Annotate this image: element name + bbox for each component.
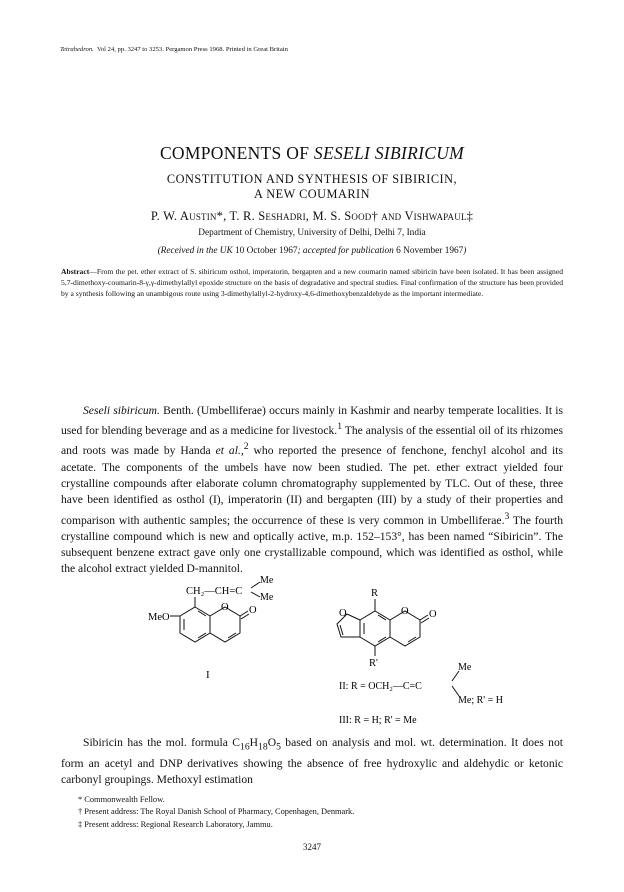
species-name: Seseli sibiricum. — [83, 404, 160, 417]
carbonyl-oxygen-i: O — [249, 605, 257, 616]
body-paragraph-2 — [61, 735, 563, 788]
title-species: SESELI SIBIRICUM — [313, 143, 465, 163]
author-seshadri: T. R. Seshadri, — [229, 209, 313, 223]
page-number: 3247 — [303, 842, 321, 852]
footnote-1: * Commonwealth Fellow. — [78, 795, 165, 804]
body-paragraph-1 — [61, 403, 563, 578]
citation-line: Vol 24, pp. 3247 to 3253. Pergamon Press 1968. Printed in Great Britain — [96, 46, 288, 53]
received-prefix: (Received in the UK — [157, 246, 236, 256]
footnote-3: ‡ Present address: Regional Research Laboratory, Jammu. — [78, 819, 273, 829]
me-lower: Me — [260, 592, 274, 603]
article-subtitle — [0, 172, 624, 202]
received-line — [0, 246, 624, 256]
body2-text-1: Sibiricin has the mol. formula C — [83, 736, 240, 749]
sub-5: 5 — [276, 741, 281, 753]
footnotes — [78, 794, 354, 831]
title-main: COMPONENTS OF — [159, 143, 314, 163]
body2-text-2: based on analysis and mol. wt. determination. It does not form an acetyl and DNP derivatives showing the absence of free hydroxylic and aldehydic or ketonic carbonyl groupings. Methoxyl estimation — [61, 736, 563, 786]
formula-o: O — [267, 736, 277, 749]
rprime-label: R' — [369, 658, 378, 669]
subtitle-line-1: CONSTITUTION AND SYNTHESIS OF SIBIRICIN, — [166, 172, 458, 186]
structure-furocoumarin — [325, 585, 555, 730]
compound-iii-formula: III: R = H; R' = Me — [339, 715, 417, 726]
ref-2: 2 — [243, 441, 249, 453]
compound-ii-formula: II: R = OCH₂—C=C — [339, 681, 422, 692]
r-label: R — [371, 588, 379, 599]
footnote-2: † Present address: The Royal Danish School of Pharmacy, Copenhagen, Denmark. — [78, 807, 355, 817]
compound-ii-second: Me; R' = H — [458, 695, 503, 706]
furan-oxygen: O — [339, 608, 347, 619]
ring-oxygen-i: O — [221, 602, 229, 613]
sub-16: 16 — [240, 741, 250, 753]
chain-label: CH₂—CH=C — [186, 586, 243, 597]
body1-text-1: Benth. (Umbelliferae) occurs mainly in Kashmir and nearby temperate localities. It is used for blending beverage and as a medicine for livestock. — [61, 404, 563, 438]
journal-name: Tetrahedron. — [60, 46, 94, 53]
ref-3: 3 — [504, 510, 510, 522]
ring-oxygen-ii: O — [401, 606, 409, 617]
structure-osthol — [140, 575, 290, 690]
received-suffix: ) — [463, 246, 467, 256]
accepted-date: 6 November 1967 — [396, 246, 464, 256]
accepted-prefix: ; accepted for publication — [297, 246, 397, 256]
abstract-label: Abstract — [61, 267, 90, 276]
me-upper-ii: Me — [458, 662, 472, 673]
body1-text-4: The fourth crystalline compound which is new and optically active, m.p. 152–153°, has been named “Sibiricin”. The subsequent benzene extract gave only one crystallizable compound, which was identified as osthol, while the alcohol extract yielded D-mannitol. — [61, 513, 564, 576]
formula-h: H — [249, 736, 259, 749]
ref-1: 1 — [337, 421, 343, 433]
author-list — [0, 209, 624, 224]
methoxy-label: MeO — [148, 612, 170, 623]
article-title — [0, 143, 624, 164]
author-austin: P. W. Austin*, — [150, 209, 230, 223]
author-vishwapaul: Vishwapaul‡ — [404, 209, 474, 223]
me-upper: Me — [260, 575, 274, 586]
received-date: 10 October 1967 — [235, 246, 298, 256]
body1-text-3: who reported the presence of fenchone, fenchyl alcohol and its acetate. The components of the umbels have now been studied. The pet. ether extract yielded four crystalline compounds after elaborate column chromatography supplemented by TLC. Out of these, three have been identified as osthol (I), imperatorin (II) and bergapten (III) by a study of their properties and comparison with authentic samples; the occurrence of these is very common in Umbelliferae. — [61, 444, 563, 527]
affiliation: Department of Chemistry, University of Delhi, Delhi 7, India — [198, 228, 426, 238]
author-sood: M. S. Sood† and — [312, 209, 405, 223]
sub-18: 18 — [258, 741, 268, 753]
compound-label-i: I — [206, 669, 210, 681]
body1-text-2: The analysis of the essential oil of its rhizomes and roots was made by Handa — [61, 424, 563, 458]
subtitle-line-2: A NEW COUMARIN — [253, 187, 371, 201]
carbonyl-oxygen-ii: O — [429, 609, 437, 620]
running-header — [60, 46, 288, 53]
abstract — [61, 266, 563, 299]
abstract-text: —From the pet. ether extract of S. sibiricum osthol, imperatorin, bergapten and a new coumarin named sibiricin have been isolated. It has been assigned 5,7-dimethoxy-coumarin-8-γ,γ-dimethylallyl epoxide structure on the basis of degradative and spectral studies. Final confirmation of the structure has been provided by a synthesis following an unambigous route using 3-dimethylallyl-2-hydroxy-4,6-dimethoxybenzaldehyde as the important intermediate. — [61, 267, 563, 298]
et-al: et al., — [215, 444, 244, 458]
